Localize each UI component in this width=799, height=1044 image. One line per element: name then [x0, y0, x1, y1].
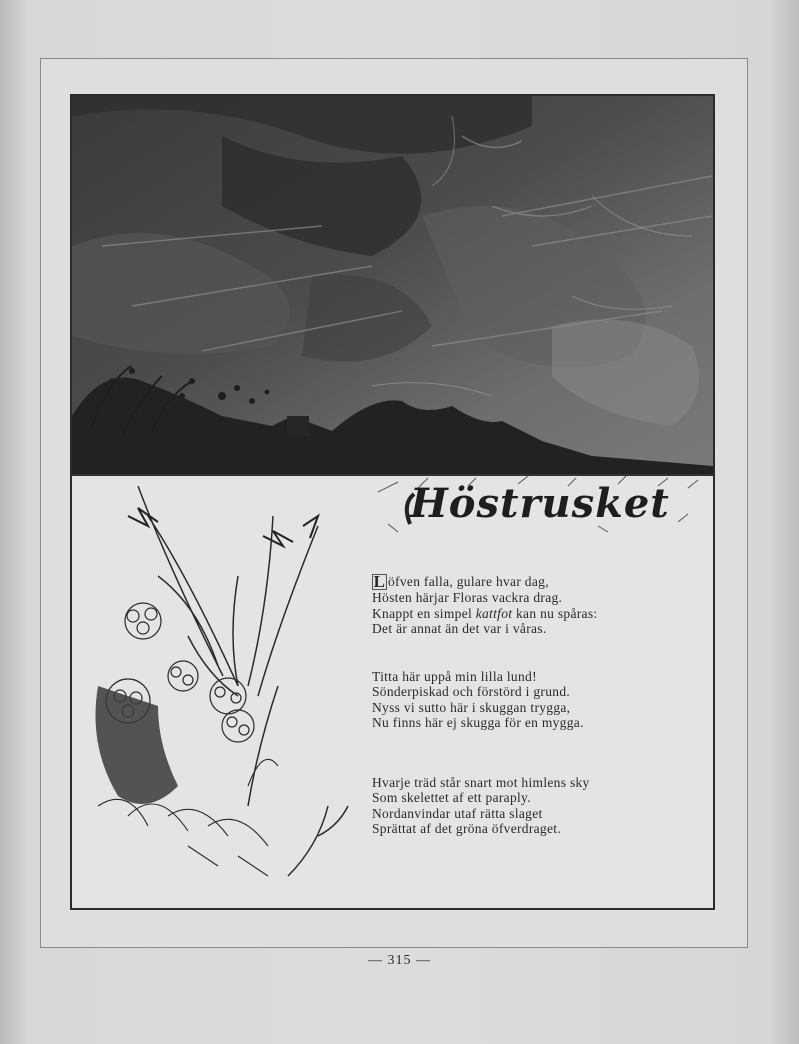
poem-line: Det är annat än det var i våras.	[372, 621, 547, 636]
stanza-1	[372, 574, 692, 637]
poem-line: Sönderpiskad och förstörd i grund.	[372, 684, 571, 699]
stanza-2	[372, 669, 692, 731]
poem-line: Hvarje träd står snart mot himlens sky	[372, 774, 590, 790]
poem-title: Höstrusket	[410, 480, 670, 527]
poem-text	[372, 574, 692, 864]
wildflower-illustration	[88, 486, 368, 911]
poem-line: Som skelettet af ett paraply.	[372, 790, 531, 805]
poem-line: Nu finns här ej skugga för en mygga.	[372, 715, 584, 730]
drop-cap: L	[373, 572, 386, 591]
poem-line: Nordanvindar utaf rätta slaget	[372, 805, 543, 821]
poem-line: Nyss vi sutto här i skuggan trygga,	[372, 699, 571, 715]
poem-line: Sprättat af det gröna öfverdraget.	[372, 821, 561, 836]
title-area	[358, 474, 708, 534]
illustration-frame	[70, 94, 715, 910]
storm-sky-illustration	[72, 96, 713, 476]
page-number: — 315 —	[368, 953, 431, 968]
emphasized-word: kattfot	[475, 605, 513, 621]
stanza-3	[372, 775, 692, 837]
poem-line: Titta här uppå min lilla lund!	[372, 668, 537, 684]
poem-line: Knappt en simpel kattfot kan nu spåras:	[372, 605, 598, 621]
poem-line: L öfven falla, gulare hvar dag,	[373, 572, 549, 591]
poem-line: Hösten härjar Floras vackra drag.	[372, 590, 563, 605]
